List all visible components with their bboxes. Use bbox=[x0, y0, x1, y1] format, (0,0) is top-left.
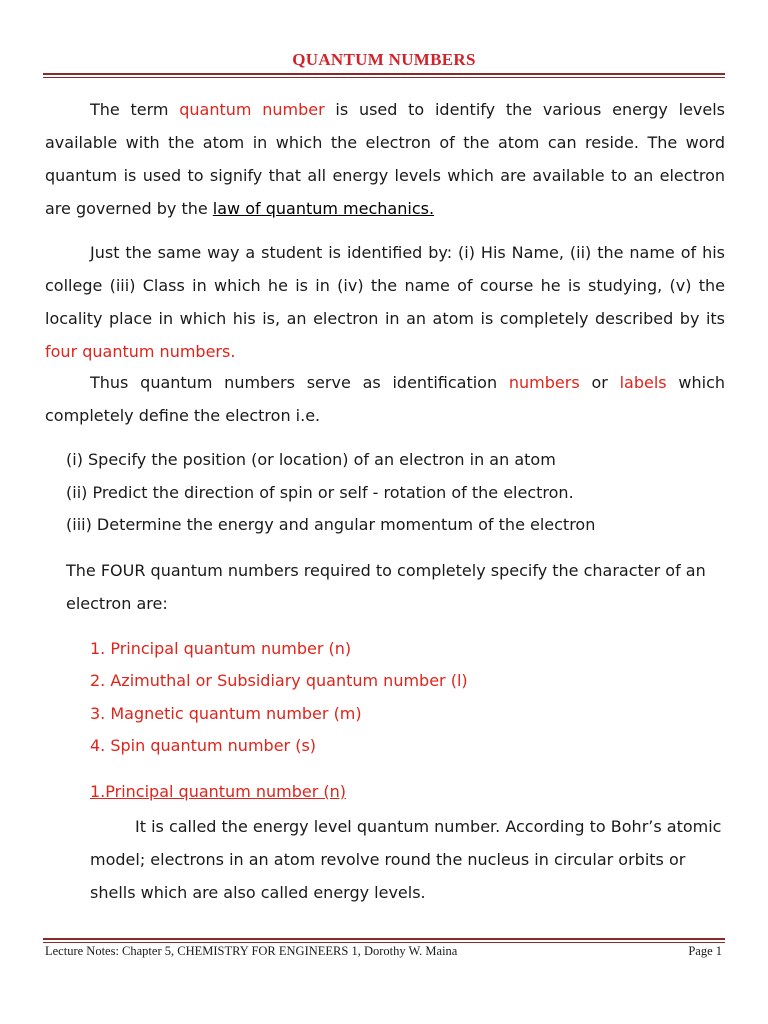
section-heading: 1.Principal quantum number (n) bbox=[90, 782, 347, 801]
four-numbers-intro: The FOUR quantum numbers required to completely specify the character of an electron are: bbox=[66, 561, 706, 613]
intro-paragraph: The term quantum number is used to identify the various energy levels available with the atom in which the electron of the atom can reside. The word quantum is used to signify that all energy levels which are available to an electron are governed by the law of quantum mechanics. bbox=[45, 100, 726, 218]
list-item: (iii) Determine the energy and angular momentum of the electron bbox=[66, 515, 596, 534]
list-item: 3. Magnetic quantum number (m) bbox=[90, 704, 362, 723]
student-analogy-paragraph: Just the same way a student is identified by: (i) His Name, (ii) the name of his college (iii) Class in which he is in (iv) the name of course he is studying, (v) the locality place in which his is, an electron in an atom is completely described by its four quantum numbers. bbox=[45, 243, 725, 361]
header-rule-thin bbox=[43, 77, 725, 78]
four-quantum-numbers-term: four quantum numbers bbox=[45, 342, 231, 361]
list-item: 2. Azimuthal or Subsidiary quantum number (l) bbox=[90, 671, 468, 690]
header-rule bbox=[43, 73, 725, 75]
page-title: QUANTUM NUMBERS bbox=[292, 50, 476, 69]
list-item: (i) Specify the position (or location) of an electron in an atom bbox=[66, 450, 556, 469]
list-item: 4. Spin quantum number (s) bbox=[90, 736, 317, 755]
list-item: (ii) Predict the direction of spin or self - rotation of the electron. bbox=[66, 483, 574, 502]
labels-term: labels bbox=[619, 373, 667, 392]
footer-rule bbox=[43, 938, 725, 940]
law-link-text: law of quantum mechanics. bbox=[212, 199, 435, 218]
quantum-number-term: quantum number bbox=[179, 100, 325, 119]
numbers-term: numbers bbox=[508, 373, 580, 392]
section-paragraph: It is called the energy level quantum number. According to Bohr’s atomic model; electrons in an atom revolve round the nucleus in circular orbits or shells which are also called energy levels. bbox=[90, 817, 722, 902]
list-item: 1. Principal quantum number (n) bbox=[90, 639, 352, 658]
footer-rule-thin bbox=[43, 942, 725, 943]
footer-citation: Lecture Notes: Chapter 5, CHEMISTRY FOR ENGINEERS 1, Dorothy W. Maina bbox=[45, 944, 458, 958]
identification-paragraph: Thus quantum numbers serve as identification numbers or labels which completely define the electron i.e. bbox=[45, 373, 726, 425]
page-number: Page 1 bbox=[688, 944, 722, 958]
